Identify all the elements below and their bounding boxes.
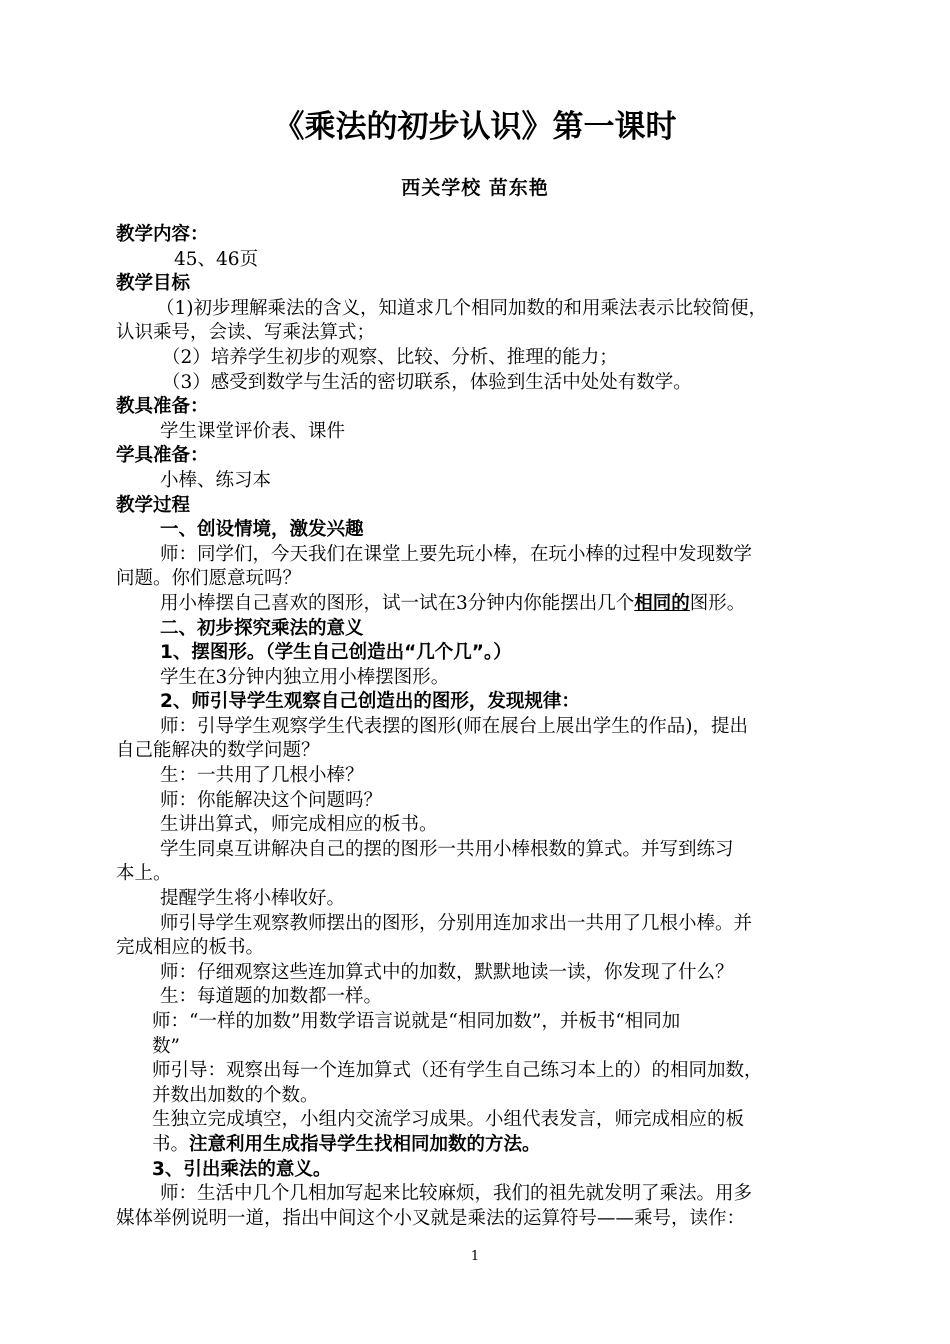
section-heading: 二、初步探究乘法的意义 [160, 617, 364, 639]
text-line: 认识乘号，会读、写乘法算式； [116, 322, 376, 344]
subsection-heading: 3、引出乘法的意义。 [152, 1158, 332, 1180]
text-line: 媒体举例说明一道，指出中间这个小叉就是乘法的运算符号——乘号，读作： [116, 1207, 746, 1229]
text-line: 师引导：观察出每一个连加算式（还有学生自己练习本上的）的相同加数， [152, 1060, 763, 1082]
heading-teacher-tools: 教具准备： [116, 396, 209, 418]
text-line: 学生在3分钟内独立用小棒摆图形。 [160, 666, 450, 688]
text-line: 小棒、练习本 [160, 469, 272, 491]
section-heading: 一、创设情境，激发兴趣 [160, 519, 364, 541]
text-line: 生独立完成填空，小组内交流学习成果。小组代表发言，师完成相应的板 [152, 1109, 745, 1131]
text-span: 用小棒摆自己喜欢的图形，试一试在3分钟内你能摆出几个 [160, 592, 635, 614]
text-line: 师引导学生观察教师摆出的图形，分别用连加求出一共用了几根小棒。并 [160, 912, 753, 934]
bold-emphasis: 注意利用生成指导学生找相同加数的方法。 [189, 1133, 541, 1155]
text-line: （3）感受到数学与生活的密切联系，体验到生活中处处有数学。 [162, 371, 692, 393]
text-line: 师：仔细观察这些连加算式中的加数，默默地读一读，你发现了什么？ [160, 961, 734, 983]
text-line: 数” [152, 1035, 180, 1057]
text-line: 师：“一样的加数”用数学语言说就是“相同加数”，并板书“相同加 [152, 1011, 681, 1032]
heading-content: 教学内容： [116, 224, 209, 245]
document-body [116, 223, 866, 1231]
subsection-heading: 1、摆图形。（学生自己创造出“几个几”。） [160, 642, 512, 664]
text-line [116, 592, 866, 617]
text-line: 本上。 [116, 863, 172, 885]
page-number: 1 [470, 1249, 480, 1264]
text-line: 生：一共用了几根小棒？ [160, 765, 364, 787]
text-line: 45、46页 [174, 248, 259, 270]
text-line: （2）培养学生初步的观察、比较、分析、推理的能力； [162, 346, 618, 368]
underlined-emphasis: 相同的 [634, 592, 690, 614]
text-line: 师：引导学生观察学生代表摆的图形(师在展台上展出学生的作品)，提出 [160, 715, 748, 737]
text-span: 书。 [152, 1133, 190, 1155]
text-line: 完成相应的板书。 [116, 937, 265, 959]
heading-student-tools: 学具准备： [116, 445, 209, 467]
text-line: 师：你能解决这个问题吗？ [160, 789, 383, 811]
text-line: 生讲出算式，师完成相应的板书。 [160, 814, 438, 836]
text-line: 学生课堂评价表、课件 [160, 420, 346, 442]
text-line: 问题。你们愿意玩吗？ [116, 568, 302, 590]
text-line: （1)初步理解乘法的含义，知道求几个相同加数的和用乘法表示比较简便， [156, 297, 767, 319]
text-line: 并数出加数的个数。 [152, 1084, 319, 1106]
text-line [116, 1133, 866, 1158]
text-line: 师：生活中几个几相加写起来比较麻烦，我们的祖先就发明了乘法。用多 [160, 1183, 753, 1205]
heading-goals: 教学目标 [116, 273, 191, 295]
text-line: 生：每道题的加数都一样。 [160, 986, 383, 1008]
subsection-heading: 2、师引导学生观察自己创造出的图形，发现规律： [160, 691, 580, 713]
text-line: 师：同学们，今天我们在课堂上要先玩小棒，在玩小棒的过程中发现数学 [160, 543, 753, 565]
author-line: 西关学校 苗东艳 [401, 177, 549, 199]
text-span: 图形。 [689, 592, 746, 614]
text-line: 学生同桌互讲解决自己的摆的图形一共用小棒根数的算式。并写到练习 [160, 838, 734, 860]
document-title: 《乘法的初步认识》第一课时 [273, 109, 677, 145]
text-line: 自己能解决的数学问题？ [116, 740, 320, 762]
text-line: 提醒学生将小棒收好。 [160, 888, 346, 910]
heading-process: 教学过程 [116, 494, 191, 516]
